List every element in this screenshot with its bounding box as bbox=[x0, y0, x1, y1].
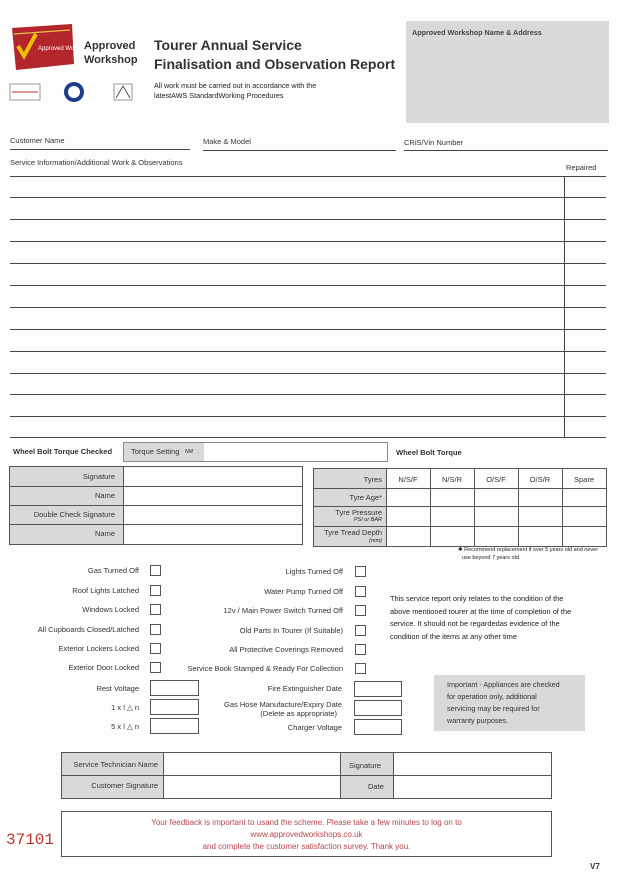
procedures-note-line1: All work must be carried out in accordance with the bbox=[154, 81, 317, 90]
customer-name-field[interactable] bbox=[10, 149, 190, 150]
check-lockers-checkbox[interactable] bbox=[150, 643, 161, 654]
feedback-url-link[interactable]: www.approvedworkshops.co.uk bbox=[250, 830, 363, 839]
gas-hose-field[interactable] bbox=[354, 700, 402, 716]
procedures-note-line2: latestAWS StandardWorking Procedures bbox=[154, 91, 284, 100]
signature-table bbox=[9, 466, 303, 545]
feedback-line3: and complete the customer satisfaction survey. Thank you. bbox=[202, 842, 411, 851]
gas-hose-label: Gas Hose Manufacture/Expiry Date bbox=[224, 700, 342, 709]
check-gas-checkbox[interactable] bbox=[150, 565, 161, 576]
torque-setting-box[interactable] bbox=[123, 442, 388, 462]
report-title-line1: Tourer Annual Service bbox=[154, 37, 302, 53]
check-door-label: Exterior Door Locked bbox=[68, 663, 139, 672]
important-line4: warranty purposes. bbox=[447, 716, 509, 725]
important-line1: Important - Appliances are checked bbox=[447, 680, 560, 689]
tyres-header-nsr: N/S/R bbox=[441, 475, 462, 484]
service-info-label: Service Information/Additional Work & Observations bbox=[10, 158, 183, 167]
serial-number: 37101 bbox=[6, 831, 55, 849]
date-label: Date bbox=[368, 782, 384, 791]
one-x-delta-n-field[interactable] bbox=[150, 699, 199, 715]
technician-name-label: Name bbox=[94, 491, 115, 500]
make-model-field[interactable] bbox=[203, 150, 396, 151]
check-old-parts-checkbox[interactable] bbox=[355, 625, 366, 636]
wheel-bolt-torque-label: Wheel Bolt Torque bbox=[396, 448, 462, 457]
one-x-delta-n-label: 1 x l △ n bbox=[111, 703, 139, 712]
logo bbox=[8, 20, 96, 76]
torque-setting-unit: NM bbox=[185, 449, 193, 455]
service-notice: This service report only relates to the condition of the above mentioned tourer at the time of completion of the service. It should not be regardedas evidence of the condition of the items at any other time bbox=[390, 594, 572, 641]
important-line3: servicing may be required for bbox=[447, 704, 540, 713]
double-check-name-label: Name bbox=[94, 529, 115, 538]
check-gas-label: Gas Turned Off bbox=[87, 566, 139, 575]
tyres-header-nsf: N/S/F bbox=[398, 475, 418, 484]
report-title-line2: Finalisation and Observation Report bbox=[154, 56, 396, 72]
workshop-address-label: Approved Workshop Name & Address bbox=[412, 28, 542, 37]
check-cupboards-checkbox[interactable] bbox=[150, 624, 161, 635]
check-lights-label: Lights Turned Off bbox=[285, 567, 343, 576]
check-door-checkbox[interactable] bbox=[150, 662, 161, 673]
check-lockers-label: Exterior Lockers Locked bbox=[58, 644, 139, 653]
technician-name-field[interactable] bbox=[124, 487, 302, 505]
check-power-switch-label: 12v / Main Power Switch Turned Off bbox=[223, 606, 343, 615]
double-check-signature-label: Double Check Signature bbox=[33, 510, 115, 519]
important-line2: for operation only, additional bbox=[447, 692, 537, 701]
caravan-club-icon bbox=[10, 84, 40, 100]
check-water-pump-label: Water Pump Turned Off bbox=[264, 587, 343, 596]
repaired-label: Repaired bbox=[566, 163, 597, 172]
rest-voltage-field[interactable] bbox=[150, 680, 199, 696]
gas-hose-sub-label: (Delete as appropriate) bbox=[260, 709, 337, 718]
date-field[interactable] bbox=[394, 776, 551, 798]
charger-voltage-label: Charger Voltage bbox=[287, 723, 342, 732]
check-service-book-checkbox[interactable] bbox=[355, 663, 366, 674]
check-cupboards-label: All Cupboards Closed/Latched bbox=[37, 625, 139, 634]
wheel-bolt-checked-label: Wheel Bolt Torque Checked bbox=[13, 447, 113, 456]
rest-voltage-label: Rest Voltage bbox=[96, 684, 139, 693]
ncc-icon bbox=[64, 82, 84, 102]
make-model-label: Make & Model bbox=[203, 137, 251, 146]
check-coverings-label: All Protective Coverings Removed bbox=[229, 645, 343, 654]
fire-extinguisher-label: Fire Extinguisher Date bbox=[267, 684, 342, 693]
check-water-pump-checkbox[interactable] bbox=[355, 586, 366, 597]
service-info-lines[interactable] bbox=[10, 176, 606, 438]
version-label: V7 bbox=[590, 862, 600, 871]
tyres-header-spare: Spare bbox=[573, 475, 594, 484]
brand-name-line1: Approved bbox=[84, 40, 136, 52]
tyre-values-grid[interactable] bbox=[387, 489, 606, 546]
tyres-header-osr: O/S/R bbox=[529, 475, 551, 484]
tyre-tread-unit: (mm) bbox=[369, 538, 382, 544]
important-notice-box bbox=[434, 675, 585, 731]
feedback-box bbox=[61, 811, 552, 857]
tyre-pressure-unit: PSI or BAR bbox=[353, 517, 382, 523]
torque-setting-label: Torque Setting bbox=[131, 447, 180, 456]
logo-text: Approved Workshops bbox=[38, 46, 96, 52]
check-windows-checkbox[interactable] bbox=[150, 604, 161, 615]
camping-club-icon bbox=[114, 84, 132, 100]
fire-extinguisher-field[interactable] bbox=[354, 681, 402, 697]
double-check-signature-field[interactable] bbox=[124, 506, 302, 524]
tyres-table bbox=[313, 468, 607, 547]
check-roof-label: Roof Lights Latched bbox=[72, 586, 139, 595]
tyre-tread-label: Tyre Tread Depth bbox=[324, 528, 382, 537]
charger-voltage-field[interactable] bbox=[354, 719, 402, 735]
check-coverings-checkbox[interactable] bbox=[355, 644, 366, 655]
cris-vin-label: CRiS/Vin Number bbox=[404, 138, 464, 147]
technician-table bbox=[61, 752, 552, 799]
technician-name-table-field[interactable] bbox=[164, 753, 340, 775]
tyres-header-label: Tyres bbox=[363, 475, 382, 484]
tyre-age-label: Tyre Age* bbox=[349, 493, 382, 502]
tyre-pressure-label: Tyre Pressure bbox=[335, 508, 382, 517]
brand-name-line2: Workshop bbox=[84, 54, 138, 66]
check-old-parts-label: Old Parts In Tourer (If Suitable) bbox=[239, 626, 343, 635]
double-check-name-field[interactable] bbox=[124, 525, 302, 544]
technician-name-table-label: Service Technician Name bbox=[73, 760, 158, 769]
tyre-age-note-line1: ✱ Recommend replacement if over 5 years old and never bbox=[458, 547, 599, 553]
technician-signature-table-field[interactable] bbox=[394, 753, 551, 775]
technician-signature-label: Signature bbox=[82, 472, 115, 481]
check-service-book-label: Service Book Stamped & Ready For Collection bbox=[187, 664, 343, 673]
technician-signature-field[interactable] bbox=[124, 467, 302, 486]
cris-vin-field[interactable] bbox=[404, 150, 608, 151]
tyre-age-note-line2: use beyond 7 years old. bbox=[462, 555, 521, 561]
check-windows-label: Windows Locked bbox=[82, 605, 139, 614]
workshop-address-box[interactable] bbox=[406, 21, 609, 123]
check-roof-checkbox[interactable] bbox=[150, 585, 161, 596]
check-lights-checkbox[interactable] bbox=[355, 566, 366, 577]
check-power-switch-checkbox[interactable] bbox=[355, 605, 366, 616]
technician-signature-table-label: Signature bbox=[349, 761, 382, 770]
feedback-line1: Your feedback is important to usand the scheme. Please take a few minutes to log on to bbox=[151, 818, 462, 827]
customer-name-label: Customer Name bbox=[10, 136, 65, 145]
tyres-header-osf: O/S/F bbox=[486, 475, 506, 484]
partner-logos bbox=[8, 80, 138, 106]
customer-signature-field[interactable] bbox=[164, 776, 340, 798]
five-x-delta-n-field[interactable] bbox=[150, 718, 199, 734]
five-x-delta-n-label: 5 x l △ n bbox=[111, 722, 139, 731]
customer-signature-label: Customer Signature bbox=[91, 781, 158, 790]
